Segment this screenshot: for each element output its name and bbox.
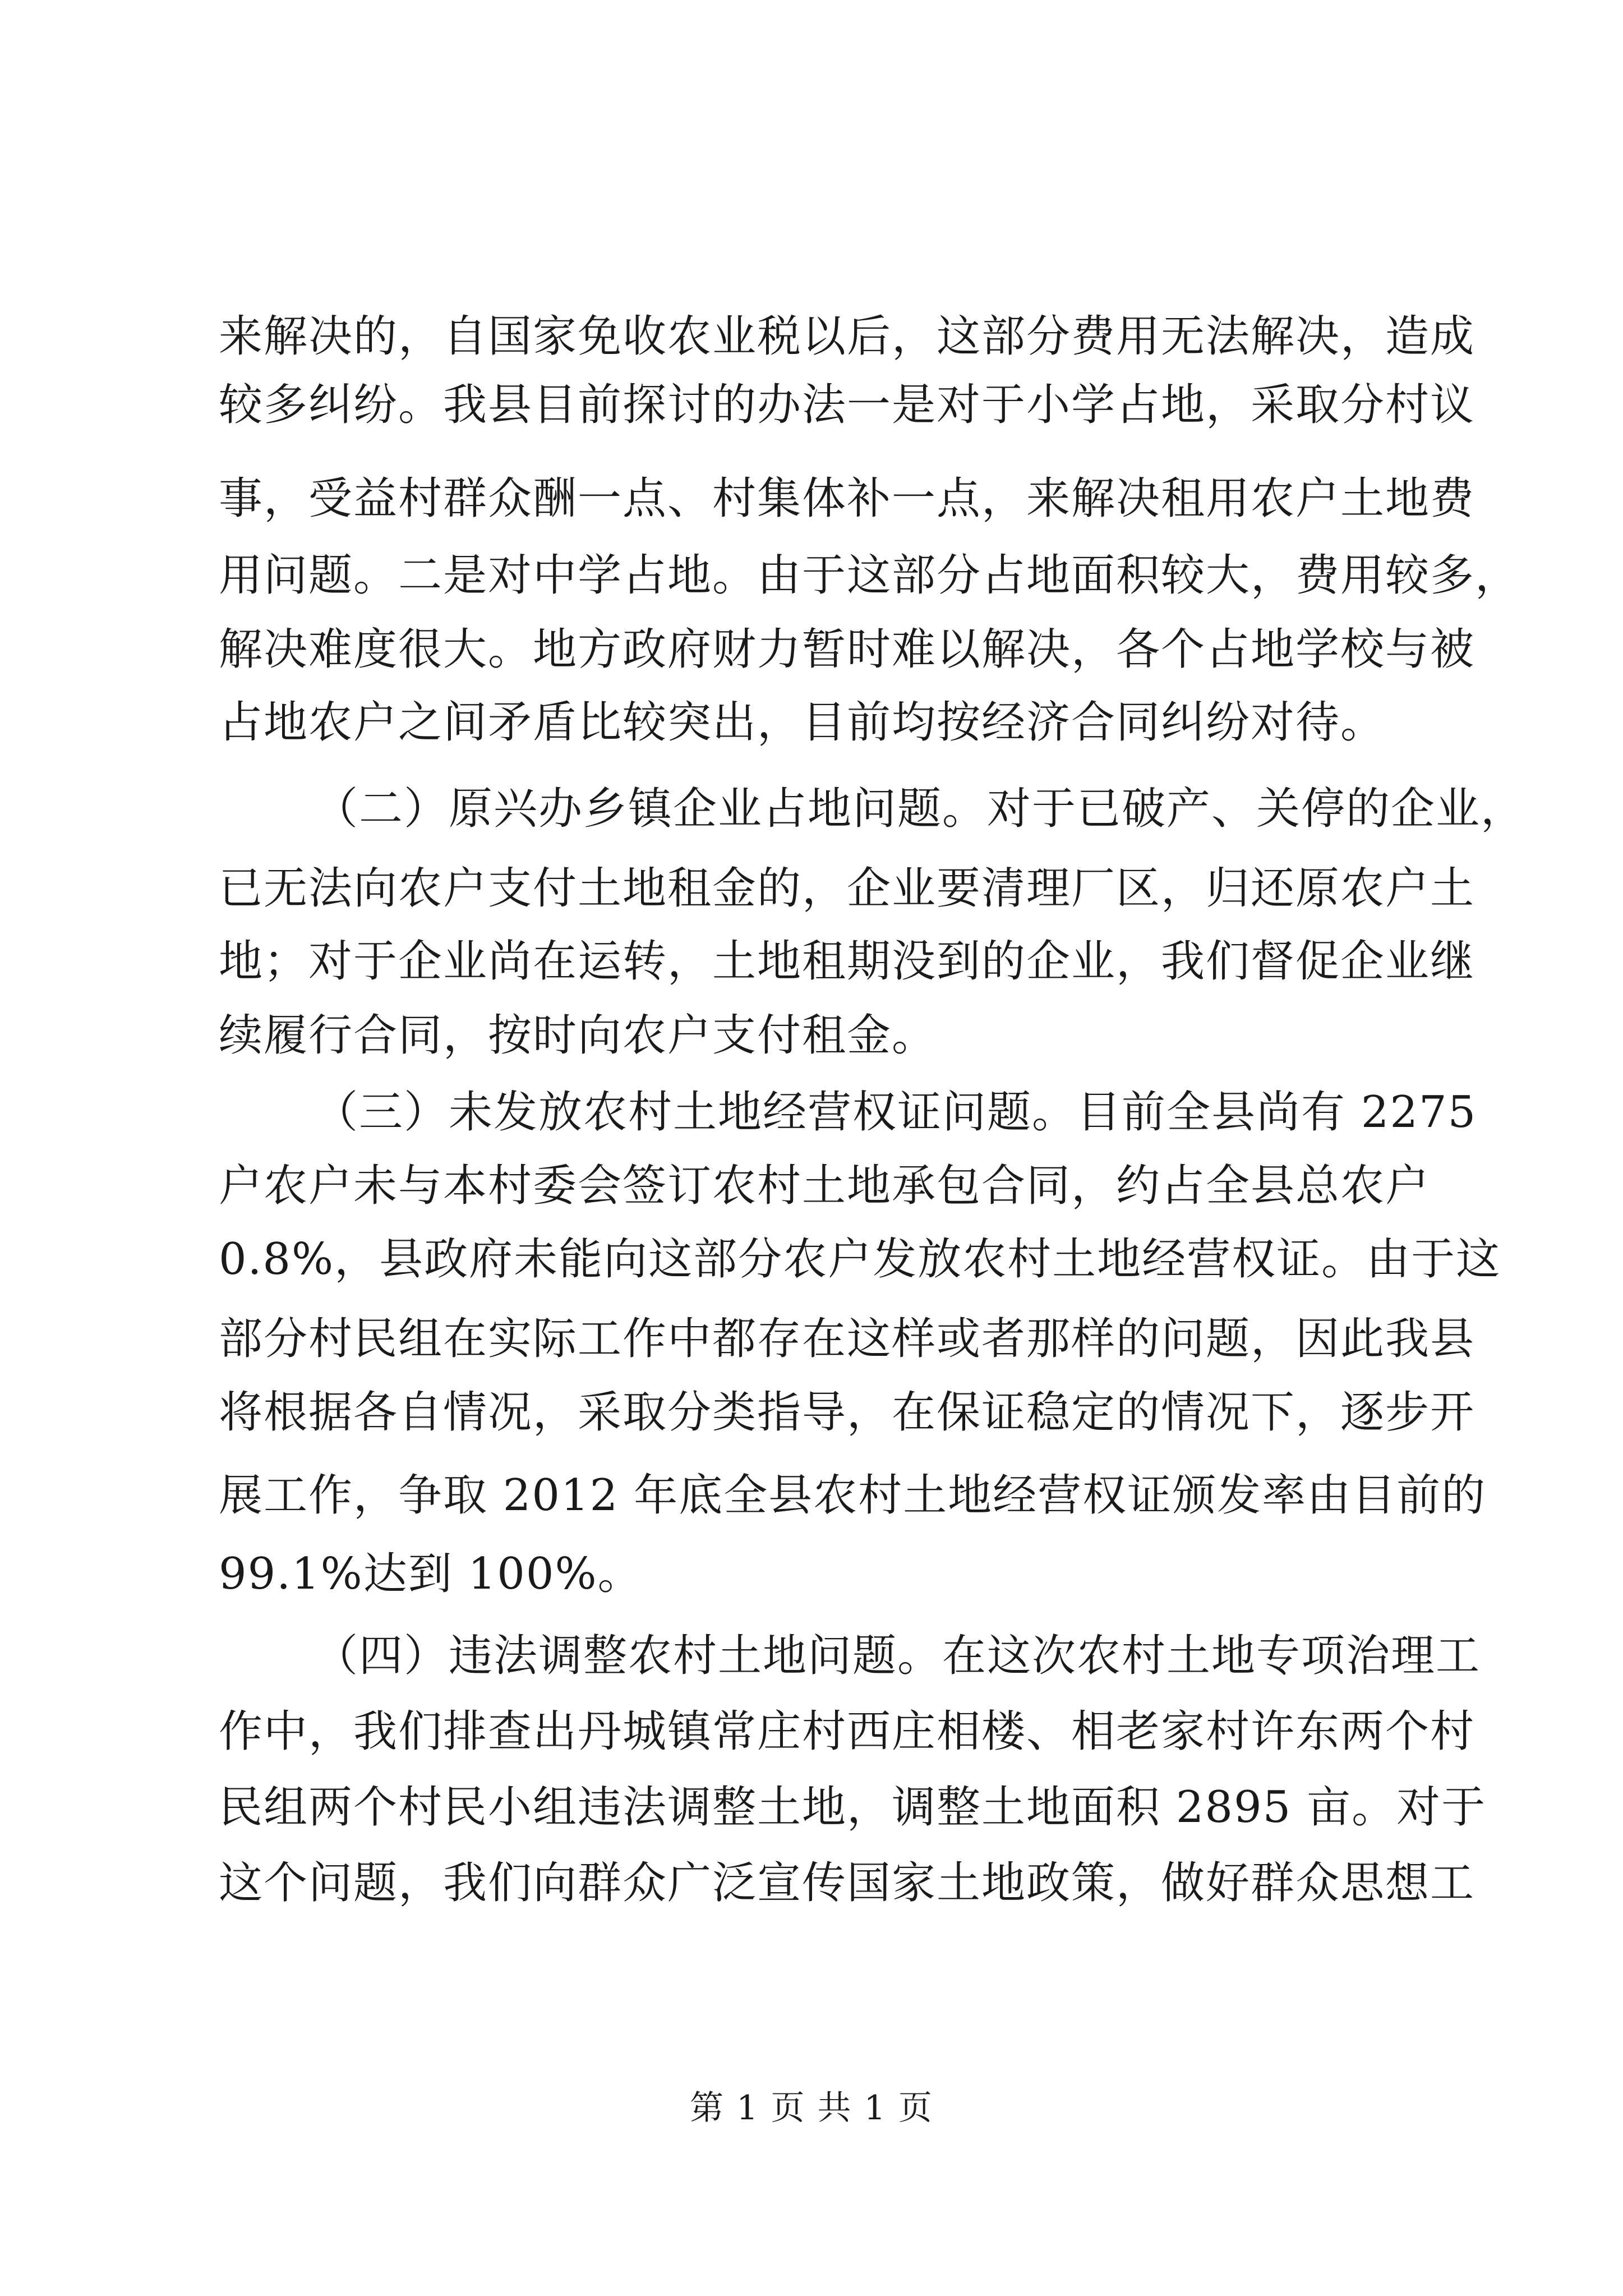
text-line: 已无法向农户支付土地租金的，企业要清理厂区，归还原农户土 [219,863,1476,914]
text-line: 展工作，争取 2012 年底全县农村土地经营权证颁发率由目前的 [219,1470,1487,1521]
text-line: 来解决的，自国家免收农业税以后，这部分费用无法解决，造成 [219,311,1476,362]
paragraph-start-line: （二）原兴办乡镇企业占地问题。对于已破产、关停的企业， [314,784,1526,834]
text-line: 民组两个村民小组违法调整土地，调整土地面积 2895 亩。对于 [219,1782,1487,1833]
text-line: 部分村民组在实际工作中都存在这样或者那样的问题，因此我县 [219,1314,1476,1364]
text-line: 户农户未与本村委会签订农村土地承包合同，约占全县总农户 [219,1161,1431,1211]
text-line: 事，受益村群众酬一点、村集体补一点，来解决租用农户土地费 [219,473,1476,524]
paragraph-start-line: （三）未发放农村土地经营权证问题。目前全县尚有 2275 [314,1087,1477,1138]
text-line: 99.1%达到 100%。 [219,1549,643,1599]
page-footer: 第 1 页 共 1 页 [690,2088,933,2128]
text-line: 较多纠纷。我县目前探讨的办法一是对于小学占地，采取分村议 [219,380,1476,430]
text-line: 用问题。二是对中学占地。由于这部分占地面积较大，费用较多， [219,550,1520,601]
text-line: 解决难度很大。地方政府财力暂时难以解决，各个占地学校与被 [219,624,1476,675]
text-line: 占地农户之间矛盾比较突出，目前均按经济合同纠纷对待。 [219,697,1386,748]
text-line: 地；对于企业尚在运转，土地租期没到的企业，我们督促企业继 [219,936,1476,987]
text-line: 这个问题，我们向群众广泛宣传国家土地政策，做好群众思想工 [219,1858,1476,1908]
text-line: 作中，我们排查出丹城镇常庄村西庄相楼、相老家村许东两个村 [219,1706,1476,1757]
paragraph-start-line: （四）违法调整农村土地问题。在这次农村土地专项治理工 [314,1631,1481,1681]
text-line: 将根据各自情况，采取分类指导，在保证稳定的情况下，逐步开 [219,1387,1476,1438]
text-line: 续履行合同，按时向农户支付租金。 [219,1010,937,1061]
text-line: 0.8%，县政府未能向这部分农户发放农村土地经营权证。由于这 [219,1234,1501,1285]
